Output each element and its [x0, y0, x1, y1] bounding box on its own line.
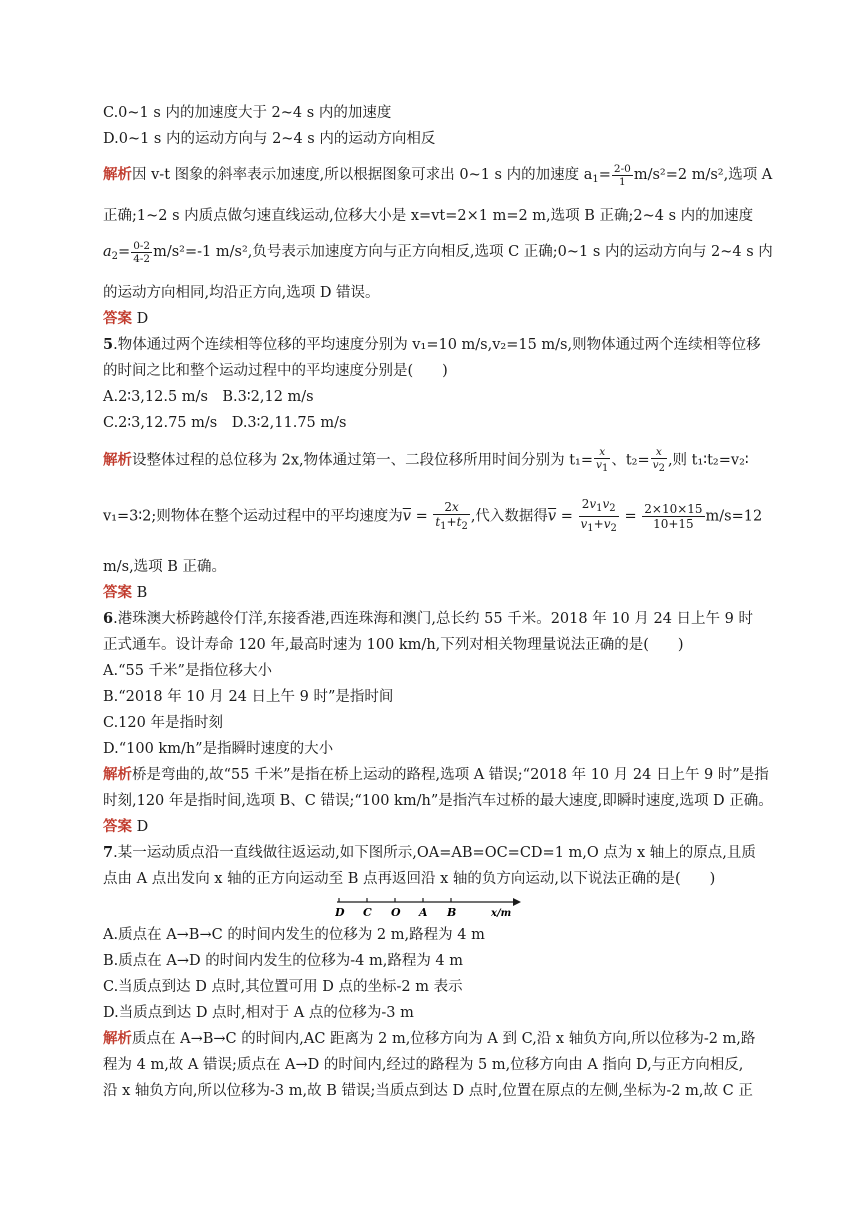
q4-option-c: C.0~1 s 内的加速度大于 2~4 s 内的加速度 — [103, 105, 392, 121]
q7-analysis-line2: 程为 4 m,故 A 错误;质点在 A→D 的时间内,经过的路程为 5 m,位移方向由 A 指向 D,与正方向相反, — [103, 1057, 744, 1073]
q5-answer — [103, 580, 763, 606]
q7-stem-line2: 点由 A 点出发向 x 轴的正方向运动至 B 点再返回沿 x 轴的负方向运动,以下说法正确的是( ) — [103, 871, 716, 887]
q4-analysis-text: 因 v-t 图象的斜率表示加速度,所以根据图象可求出 0~1 s 内的加速度 a — [132, 167, 593, 183]
q7-analysis-line3: 沿 x 轴负方向,所以位移为-3 m,故 B 错误;当质点到达 D 点时,位置在原点的左侧,坐标为-2 m,故 C 正 — [103, 1083, 753, 1099]
q5-fraction-t2: $\frac{x}{v_2}$ — [652, 446, 665, 474]
axis-point-label-c: C — [363, 906, 372, 919]
q7-stem-line1: 7.某一运动质点沿一直线做往返运动,如下图所示,OA=AB=OC=CD=1 m,O 点为 x 轴上的原点,且质 — [103, 844, 756, 861]
q5-number: 5 — [103, 336, 114, 353]
q6-option-a: A.“55 千米”是指位移大小 — [103, 663, 272, 679]
q7-option-a: A.质点在 A→B→C 的时间内发生的位移为 2 m,路程为 4 m — [103, 927, 485, 943]
x-axis-diagram — [103, 892, 763, 922]
answer-tag: 答案 — [103, 818, 132, 835]
q6-option-b: B.“2018 年 10 月 24 日上午 9 时”是指时间 — [103, 689, 394, 705]
q7-option-c: C.当质点到达 D 点时,其位置可用 D 点的坐标-2 m 表示 — [103, 979, 463, 995]
document-page — [103, 100, 773, 1104]
q5-analysis-line2: v₁=3∶2;则物体在整个运动过程中的平均速度为$\overline{v}$ = $\frac{2x}{t_1+t_2}$ ,代入数据得$\overline{v}$ = $\frac{2v_1v_2}{v_1+v_2}$ = $\frac{2\times 10\times 15}{10+15}$ m/s=12 — [103, 497, 763, 534]
q5-analysis-line3: m/s,选项 B 正确。 — [103, 559, 227, 575]
q5-options-cd: C.2∶3,12.75 m/s D.3∶2,11.75 m/s — [103, 415, 347, 431]
q7-option-b: B.质点在 A→D 的时间内发生的位移为-4 m,路程为 4 m — [103, 953, 464, 969]
x-axis-svg — [335, 894, 525, 920]
q5-fraction-t1: $\frac{x}{v_1}$ — [596, 446, 609, 474]
q5-stem-line1: 5.物体通过两个连续相等位移的平均速度分别为 v₁=10 m/s,v₂=15 m/s,则物体通过两个连续相等位移 — [103, 336, 761, 353]
q4-analysis-text: m/s²=-1 m/s²,负号表示加速度方向与正方向相反,选项 C 正确;0~1 s 内的运动方向与 2~4 s 内 — [153, 244, 773, 260]
axis-unit-label: x/m — [491, 908, 512, 919]
axis-point-label-d: D — [335, 906, 345, 919]
axis-point-label-b: B — [447, 906, 457, 919]
analysis-tag: 解析 — [103, 1030, 132, 1047]
q4-fraction-a2: $\frac{0-2}{4-2}$ — [133, 239, 151, 265]
q6-analysis-line2: 时刻,120 年是指时间,选项 B、C 错误;“100 km/h”是指汽车过桥的最大速度,即瞬时速度,选项 D 正确。 — [103, 793, 773, 809]
q5-answer-value: B — [136, 585, 148, 601]
q6-answer-value: D — [136, 819, 149, 835]
q4-answer — [103, 306, 763, 332]
axis-point-label-o: O — [391, 906, 401, 919]
q4-analysis-line3: $a_2=$ $\frac{0-2}{4-2}$ m/s²=-1 m/s²,负号表示加速度方向与正方向相反,选项 C 正确;0~1 s 内的运动方向与 2~4 s 内 — [103, 239, 773, 265]
axis-point-label-a: A — [419, 906, 428, 919]
q6-stem-line1: 6.港珠澳大桥跨越伶仃洋,东接香港,西连珠海和澳门,总长约 55 千米。2018 年 10 月 24 日上午 9 时 — [103, 610, 753, 627]
q4-analysis-line1: 解析因 v-t 图象的斜率表示加速度,所以根据图象可求出 0~1 s 内的加速度 $a_1=$ $\frac{2-0}{1}$ m/s²=2 m/s²,选项 A — [103, 162, 773, 188]
q7-analysis-line1: 解析质点在 A→B→C 的时间内,AC 距离为 2 m,位移方向为 A 到 C,沿 x 轴负方向,所以位移为-2 m,路 — [103, 1030, 756, 1047]
q5-fraction-vavg: $\frac{2x}{t_1+t_2}$ — [435, 499, 468, 532]
analysis-tag: 解析 — [103, 166, 132, 183]
q6-answer — [103, 814, 763, 840]
q5-stem-line2: 的时间之比和整个运动过程中的平均速度分别是( ) — [103, 363, 448, 379]
analysis-tag: 解析 — [103, 766, 132, 783]
q5-fraction-vnumeric: $\frac{2\times 10\times 15}{10+15}$ — [644, 502, 703, 531]
axis-arrow — [513, 898, 521, 906]
answer-tag: 答案 — [103, 310, 132, 327]
q4-option-d: D.0~1 s 内的运动方向与 2~4 s 内的运动方向相反 — [103, 131, 436, 147]
answer-tag: 答案 — [103, 584, 132, 601]
q7-option-d: D.当质点到达 D 点时,相对于 A 点的位移为-3 m — [103, 1005, 414, 1021]
q6-option-d: D.“100 km/h”是指瞬时速度的大小 — [103, 741, 334, 757]
q5-analysis-line1: 解析设整体过程的总位移为 2x,物体通过第一、二段位移所用时间分别为 t₁= $\frac{x}{v_1}$ 、t₂= $\frac{x}{v_2}$ ,则 t₁∶t₂=v₂∶ — [103, 446, 749, 474]
analysis-tag: 解析 — [103, 451, 132, 469]
q6-option-c: C.120 年是指时刻 — [103, 715, 223, 731]
q4-answer-value: D — [136, 311, 149, 327]
q4-analysis-text: m/s²=2 m/s²,选项 A — [633, 167, 773, 183]
q5-fraction-vformula: $\frac{2v_1v_2}{v_1+v_2}$ — [580, 497, 617, 534]
q6-stem-line2: 正式通车。设计寿命 120 年,最高时速为 100 km/h,下列对相关物理量说法正确的是( ) — [103, 637, 684, 653]
q4-analysis-line4: 的运动方向相同,均沿正方向,选项 D 错误。 — [103, 285, 380, 301]
q6-number: 6 — [103, 610, 114, 627]
q6-analysis-line1: 解析桥是弯曲的,故“55 千米”是指在桥上运动的路程,选项 A 错误;“2018 年 10 月 24 日上午 9 时”是指 — [103, 766, 769, 783]
q5-options-ab: A.2∶3,12.5 m/s B.3∶2,12 m/s — [103, 389, 314, 405]
q4-fraction-a1: $\frac{2-0}{1}$ — [613, 162, 631, 188]
q7-number: 7 — [103, 844, 114, 861]
q4-analysis-line2: 正确;1~2 s 内质点做匀速直线运动,位移大小是 x=vt=2×1 m=2 m,选项 B 正确;2~4 s 内的加速度 — [103, 208, 754, 224]
